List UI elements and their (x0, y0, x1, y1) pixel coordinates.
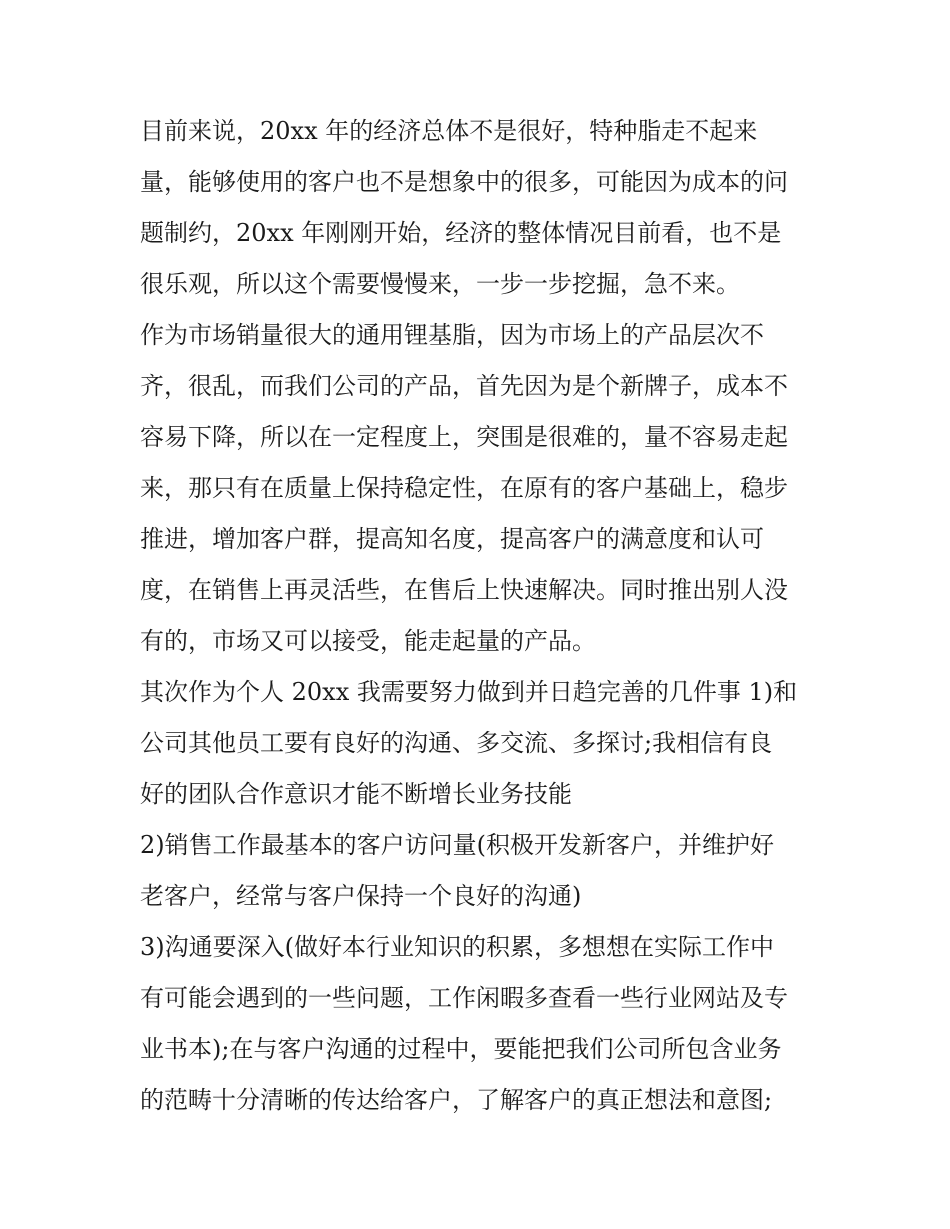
text-line: 很乐观，所以这个需要慢慢来，一步一步挖掘，急不来。 (140, 270, 740, 298)
text-line: 3)沟通要深入(做好本行业知识的积累，多想想在实际工作中 (140, 933, 774, 961)
text-line: 量，能够使用的客户也不是想象中的很多，可能因为成本的问 (140, 168, 788, 196)
text-line: 公司其他员工要有良好的沟通、多交流、多探讨;我相信有良 (140, 729, 773, 757)
text-line: 作为市场销量很大的通用锂基脂，因为市场上的产品层次不 (140, 321, 764, 349)
text-line: 目前来说，20xx 年的经济总体不是很好，特种脂走不起来 (140, 117, 758, 145)
text-line: 的范畴十分清晰的传达给客户，了解客户的真正想法和意图; (140, 1086, 773, 1114)
text-line: 有可能会遇到的一些问题，工作闲暇多查看一些行业网站及专 (140, 984, 788, 1012)
text-line: 老客户，经常与客户保持一个良好的沟通) (140, 882, 582, 910)
text-line: 好的团队合作意识才能不断增长业务技能 (140, 780, 572, 808)
text-line: 来，那只有在质量上保持稳定性，在原有的客户基础上，稳步 (140, 474, 788, 502)
text-line: 有的，市场又可以接受，能走起量的产品。 (140, 627, 596, 655)
text-line: 其次作为个人 20xx 我需要努力做到并日趋完善的几件事 1)和 (140, 678, 798, 706)
text-line: 业书本);在与客户沟通的过程中，要能把我们公司所包含业务 (140, 1035, 782, 1063)
text-line: 推进，增加客户群，提高知名度，提高客户的满意度和认可 (140, 525, 764, 553)
text-line: 度，在销售上再灵活些，在售后上快速解决。同时推出别人没 (140, 576, 788, 604)
text-line: 2)销售工作最基本的客户访问量(积极开发新客户，并维护好 (140, 831, 774, 859)
text-line: 题制约，20xx 年刚刚开始，经济的整体情况目前看，也不是 (140, 219, 782, 247)
document-body (140, 106, 830, 1126)
text-line: 容易下降，所以在一定程度上，突围是很难的，量不容易走起 (140, 423, 788, 451)
text-line: 齐，很乱，而我们公司的产品，首先因为是个新牌子，成本不 (140, 372, 788, 400)
